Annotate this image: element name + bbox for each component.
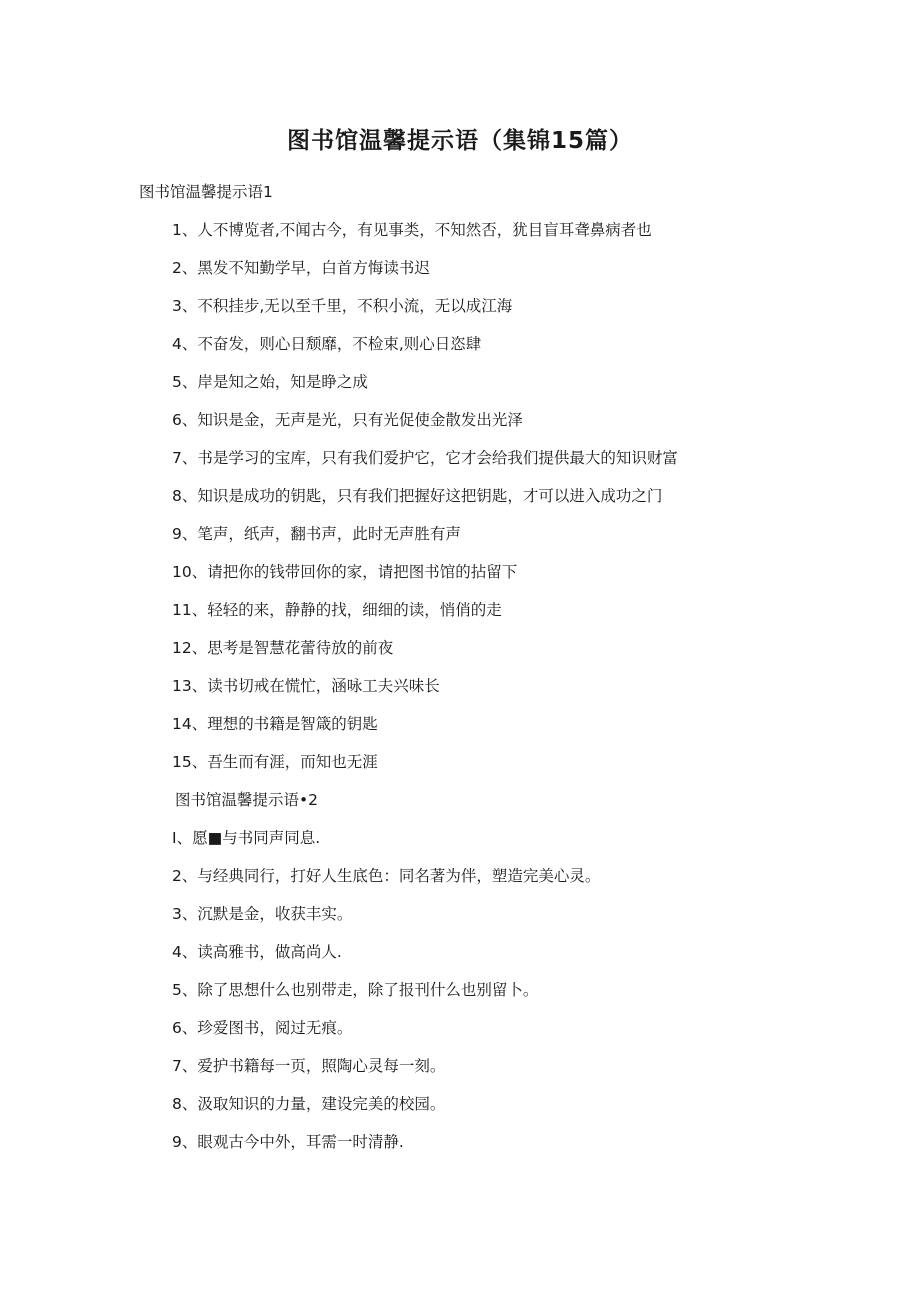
list-item: 8、汲取知识的力量，建设完美的校园。: [172, 1095, 446, 1113]
list-item: 7、爱护书籍每一页，照陶心灵每一刻。: [172, 1057, 446, 1075]
list-item: 1、人不博览者,不闻古今，有见事类，不知然否，犹目盲耳聋鼻病者也: [172, 221, 652, 239]
list-item: 9、笔声，纸声，翻书声，此时无声胜有声: [172, 525, 461, 543]
list-item: 11、轻轻的来，静静的找，细细的读，悄俏的走: [172, 601, 502, 619]
list-item: 3、不积挂步,无以至千里，不积小流，无以成江海: [172, 297, 513, 315]
list-item: 2、黑发不知勤学早，白首方悔读书迟: [172, 259, 430, 277]
list-item: 6、知识是金，无声是光，只有光促使金散发出光泽: [172, 411, 523, 429]
document-title: 图书馆温馨提示语（集锦15篇）: [286, 128, 633, 154]
list-item: I、愿■与书同声同息.: [172, 829, 321, 847]
list-item: 7、书是学习的宝库，只有我们爱护它，它才会给我们提供最大的知识财富: [172, 449, 678, 467]
list-item: 4、读高雅书，做高尚人.: [172, 943, 342, 961]
list-item: 2、与经典同行，打好人生底色：同名著为伴，塑造完美心灵。: [172, 867, 601, 885]
list-item: 6、珍爱图书，阅过无痕。: [172, 1019, 353, 1037]
list-item: 3、沉默是金，收获丰实。: [172, 905, 353, 923]
list-item: 5、除了思想什么也别带走，除了报刊什么也别留卜。: [172, 981, 539, 999]
section-heading-2: 图书馆温馨提示语•2: [175, 791, 319, 809]
list-item: 8、知识是成功的钥匙，只有我们把握好这把钥匙，才可以进入成功之门: [172, 487, 663, 505]
list-item: 12、思考是智慧花蕾待放的前夜: [172, 639, 394, 657]
section-heading-1: 图书馆温馨提示语1: [139, 183, 273, 201]
list-item: 9、眼观古今中外，耳需一时清静.: [172, 1133, 404, 1151]
list-item: 10、请把你的钱带回你的家，请把图书馆的拈留下: [172, 563, 518, 581]
list-item: 13、读书切戒在慌忙，涵咏工夫兴味长: [172, 677, 440, 695]
list-item: 5、岸是知之始，知是睁之成: [172, 373, 368, 391]
list-item: 4、不奋发，则心日颓靡，不检束,则心日恣肆: [172, 335, 482, 353]
list-item: 15、吾生而有涯，而知也无涯: [172, 753, 378, 771]
list-item: 14、理想的书籍是智箴的钥匙: [172, 715, 378, 733]
